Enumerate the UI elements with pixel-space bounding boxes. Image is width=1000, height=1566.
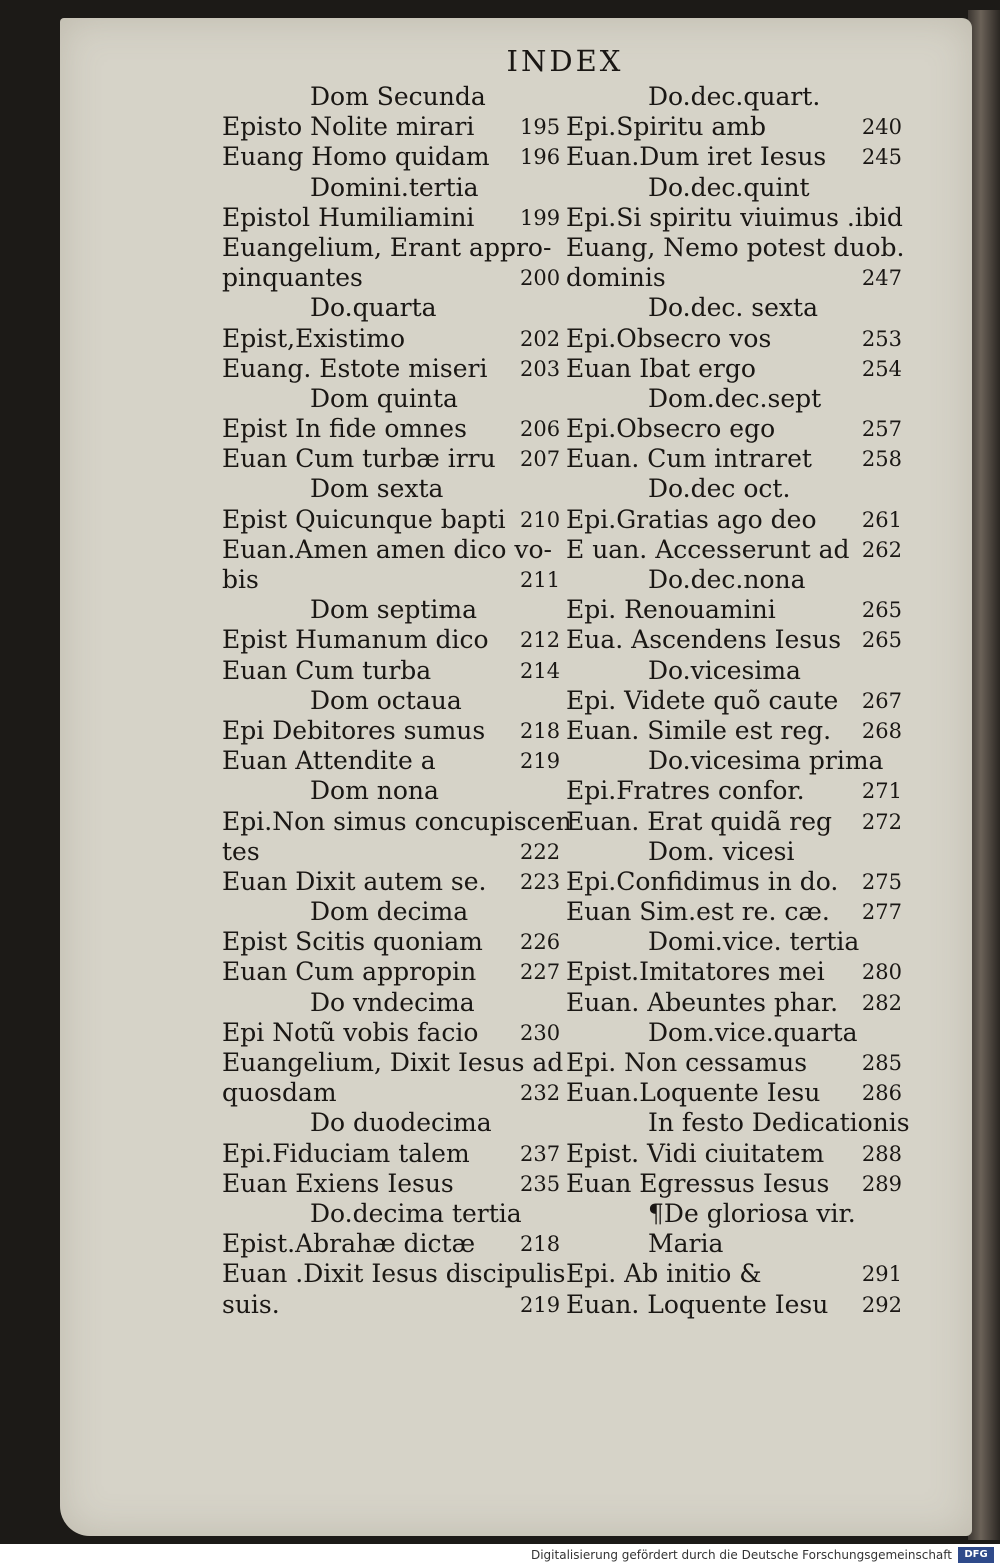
entry-heading: Domi.vice. tertia	[648, 927, 860, 957]
entry-text: Epi.Spiritu amb	[566, 112, 766, 142]
entry-text: Euan. Erat quidã reg	[566, 806, 833, 836]
entry-text: Euan Sim.est re. cæ.	[566, 897, 830, 927]
index-entry	[222, 1078, 564, 1108]
index-entry	[516, 1290, 902, 1320]
index-entry	[222, 776, 564, 806]
index-entry	[516, 232, 905, 263]
entry-heading: Dom decima	[310, 897, 469, 927]
index-entry	[222, 837, 564, 867]
entry-heading: Do vndecima	[310, 987, 475, 1017]
index-entry	[222, 505, 564, 535]
entry-page-number: 280	[861, 960, 902, 985]
entry-heading: Domini.tertia	[310, 172, 479, 202]
index-entry	[516, 716, 902, 746]
index-entry	[222, 1169, 564, 1199]
entry-page-number: 226	[520, 930, 561, 955]
index-entry	[222, 1229, 564, 1259]
index-entry	[516, 414, 902, 444]
index-entry	[516, 957, 902, 987]
index-entry	[516, 505, 902, 535]
entry-text: Epi.Gratias ago deo	[566, 504, 817, 534]
index-entry	[222, 384, 564, 414]
index-entry	[222, 233, 564, 263]
entry-heading: Dom.vice.quarta	[648, 1017, 858, 1047]
entry-text: Epist Humanum dico	[222, 625, 489, 655]
entry-page-number: 206	[520, 417, 561, 442]
entry-text: Euan.Dum iret Iesus	[566, 142, 827, 172]
entry-text: Epist.Imitatores mei	[566, 957, 825, 987]
entry-page-number: 230	[520, 1020, 561, 1045]
entry-page-number: 219	[520, 749, 561, 774]
index-entry	[516, 988, 902, 1018]
index-entry	[222, 746, 564, 776]
entry-heading: Do.vicesima	[648, 655, 801, 685]
entry-page-number: 245	[861, 145, 902, 170]
entry-text: Epi.Confidimus in do.	[566, 866, 839, 896]
index-entry	[222, 927, 564, 957]
index-entry	[222, 414, 564, 444]
entry-heading: Do duodecima	[310, 1108, 492, 1138]
index-entry	[222, 625, 564, 655]
index-entry	[222, 293, 564, 323]
entry-page-number: 265	[861, 628, 902, 653]
entry-text: Epi.Obsecro vos	[566, 323, 772, 353]
entry-heading: Dom sexta	[310, 474, 444, 504]
dfg-logo: DFG	[958, 1547, 994, 1563]
entry-heading: Do.dec.quint	[648, 172, 810, 202]
entry-heading: Do.dec.quart.	[648, 82, 821, 111]
entry-page-number: 237	[520, 1141, 561, 1166]
entry-text: Epi Debitores sumus	[222, 715, 486, 745]
index-entry	[222, 1290, 564, 1320]
entry-page-number: 254	[861, 356, 902, 381]
entry-page-number: 218	[520, 718, 561, 743]
index-entry	[516, 1139, 902, 1169]
entry-heading: In festo Dedicationis	[648, 1108, 910, 1138]
index-entry	[516, 1048, 902, 1078]
entry-text: Euang. Estote miseri	[222, 353, 488, 383]
entry-text: Epist,Existimo	[222, 323, 406, 353]
entry-text: Euan Attendite a	[222, 746, 436, 776]
entry-page-number: 219	[520, 1292, 561, 1317]
index-entry	[516, 807, 902, 837]
entry-page-number: 292	[861, 1292, 902, 1317]
entry-page-number: 203	[520, 356, 561, 381]
index-entry	[516, 746, 902, 776]
entry-text: Euan Cum appropin	[222, 957, 477, 987]
entry-page-number: 195	[520, 115, 561, 140]
entry-text: bis	[222, 565, 259, 594]
entry-heading: Maria	[648, 1229, 724, 1259]
index-entry	[222, 656, 564, 686]
index-entry	[516, 324, 902, 354]
index-entry	[222, 1259, 564, 1289]
entry-heading: Do.dec.nona	[648, 565, 806, 594]
index-entry	[516, 1078, 902, 1108]
index-entry	[516, 1018, 902, 1048]
entry-heading: Dom quinta	[310, 383, 458, 413]
index-entry	[222, 263, 564, 293]
index-entry	[516, 776, 902, 806]
index-entry	[222, 535, 564, 565]
index-entry	[222, 897, 564, 927]
entry-text: Euan. Loquente Iesu	[566, 1289, 829, 1319]
entry-text: Euan .Dixit Iesus discipulis	[222, 1259, 566, 1289]
entry-heading: Do.quarta	[310, 293, 437, 323]
entry-heading: Dom octaua	[310, 685, 462, 715]
entry-page-number: 210	[520, 507, 561, 532]
index-entry	[516, 595, 902, 625]
index-entry	[222, 142, 564, 172]
entry-page-number: 271	[861, 779, 902, 804]
book-edge	[968, 10, 1000, 1540]
entry-text: Euan Exiens Iesus	[222, 1168, 454, 1198]
entry-page-number: 267	[861, 688, 902, 713]
entry-page-number: 247	[861, 266, 902, 291]
entry-page-number: 196	[520, 145, 561, 170]
entry-text: Eua. Ascendens Iesus	[566, 625, 842, 655]
entry-text: Epist Scitis quoniam	[222, 927, 483, 957]
index-entry	[222, 112, 564, 142]
entry-text: Episto Nolite mirari	[222, 112, 475, 142]
entry-text: Euan Dixit autem se.	[222, 866, 487, 896]
index-entry	[222, 203, 564, 233]
index-entry	[222, 1048, 564, 1078]
entry-text: Epi.Fiduciam talem	[222, 1138, 470, 1168]
index-entry	[516, 927, 902, 957]
entry-text: quosdam	[222, 1078, 337, 1108]
index-entry	[222, 806, 572, 837]
entry-heading: Do.dec. sexta	[648, 293, 818, 323]
entry-text: Euan. Cum intraret	[566, 444, 812, 474]
index-entry	[516, 535, 902, 565]
index-entry	[516, 1108, 910, 1138]
index-entry	[222, 988, 564, 1018]
entry-page-number: 272	[861, 809, 902, 834]
index-entry	[516, 354, 902, 384]
entry-text: Euang Homo quidam	[222, 142, 490, 172]
index-entry	[222, 957, 564, 987]
index-entry	[516, 474, 902, 504]
entry-page-number: 202	[520, 326, 561, 351]
entry-text: Epist.Abrahæ dictæ	[222, 1229, 476, 1259]
entry-text: Epi. Ab initio &	[566, 1259, 762, 1289]
index-entry	[516, 686, 902, 716]
index-entry	[516, 1199, 902, 1229]
entry-page-number: 214	[520, 658, 561, 683]
entry-text: Epi.Obsecro ego	[566, 414, 776, 444]
entry-text: Epist Quicunque bapti	[222, 504, 506, 534]
entry-text: E uan. Accesserunt ad	[566, 534, 850, 564]
entry-page-number: 222	[520, 839, 561, 864]
entry-page-number: 262	[861, 537, 902, 562]
index-column-right	[516, 82, 910, 1320]
entry-page-number: 235	[520, 1171, 561, 1196]
entry-page-number: 285	[861, 1051, 902, 1075]
entry-page-number: 288	[861, 1141, 902, 1166]
entry-page-number: 289	[861, 1171, 902, 1196]
entry-text: Epist. Vidi ciuitatem	[566, 1138, 825, 1168]
index-entry	[222, 173, 564, 203]
entry-text: tes	[222, 836, 260, 866]
entry-page-number: 277	[861, 900, 902, 925]
entry-page-number: 275	[861, 869, 902, 894]
entry-heading: Dom Secunda	[310, 82, 486, 111]
entry-page-number: 199	[520, 205, 561, 230]
entry-heading: Do.vicesima prima	[648, 746, 884, 776]
entry-page-number: 232	[520, 1081, 561, 1106]
index-entry	[222, 324, 564, 354]
index-entry	[516, 1229, 902, 1259]
entry-text: Euan Ibat ergo	[566, 353, 756, 383]
entry-text: Epi. Videte quõ caute	[566, 685, 839, 715]
footer-credit: Digitalisierung gefördert durch die Deutsche Forschungsgemeinschaft	[0, 1544, 1000, 1566]
entry-heading: ¶De gloriosa vir.	[648, 1198, 856, 1228]
entry-text: Epistol Humiliamini	[222, 202, 475, 232]
entry-text: Epi. Renouamini	[566, 595, 776, 625]
entry-text: Epist In fide omnes	[222, 414, 467, 444]
index-entry	[222, 716, 564, 746]
entry-text: Epi.Fratres confor.	[566, 776, 805, 806]
entry-text: Euan.Loquente Iesu	[566, 1078, 821, 1108]
entry-text: Epi.Non simus concupiscen	[222, 806, 572, 836]
index-entry	[516, 1259, 902, 1289]
entry-text: Euangelium, Erant appro-	[222, 232, 552, 262]
entry-heading: Dom septima	[310, 595, 478, 625]
entry-text: Epi. Non cessamus	[566, 1048, 808, 1077]
index-entry	[222, 1108, 564, 1138]
entry-page-number: 261	[861, 507, 902, 532]
index-entry	[516, 565, 902, 595]
entry-page-number: 227	[520, 960, 561, 985]
index-entry	[222, 595, 564, 625]
entry-heading: Do.decima tertia	[310, 1198, 522, 1228]
entry-text: Euan Egressus Iesus	[566, 1168, 830, 1198]
index-entry	[222, 354, 564, 384]
entry-page-number: 258	[861, 447, 902, 472]
entry-page-number: 282	[861, 990, 902, 1015]
entry-page-number: 200	[520, 266, 561, 291]
index-entry	[516, 142, 902, 172]
entry-page-number: 265	[861, 598, 902, 623]
index-entry	[222, 686, 564, 716]
entry-page-number: 268	[861, 718, 902, 743]
entry-heading: Dom. vicesi	[648, 836, 795, 866]
entry-text: Euan. Abeuntes phar.	[566, 987, 839, 1017]
index-entry	[516, 263, 902, 293]
index-entry	[516, 384, 902, 414]
entry-page-number: 286	[861, 1081, 902, 1106]
entry-text: pinquantes	[222, 263, 363, 293]
index-entry	[516, 293, 902, 323]
entry-text: Euang, Nemo potest duob.	[566, 232, 905, 262]
index-entry	[516, 1169, 902, 1199]
index-entry	[516, 867, 902, 897]
index-entry	[516, 625, 902, 655]
entry-text: Epi.Si spiritu viuimus .ibid	[566, 202, 903, 232]
entry-page-number: 211	[520, 568, 561, 592]
index-entry	[516, 656, 902, 686]
index-entry	[222, 1018, 564, 1048]
entry-text: suis.	[222, 1289, 280, 1319]
entry-page-number: 257	[861, 417, 902, 442]
entry-heading: Dom nona	[310, 776, 439, 806]
entry-heading: Do.dec oct.	[648, 474, 791, 504]
index-entry	[516, 173, 902, 203]
entry-page-number: 240	[861, 115, 902, 140]
index-entry	[222, 565, 564, 595]
index-entry	[516, 444, 902, 474]
index-entry	[222, 444, 564, 474]
index-column-left	[222, 82, 572, 1320]
entry-text: Epi Notũ vobis facio	[222, 1017, 479, 1047]
entry-text: Euan.Amen amen dico vo-	[222, 534, 552, 564]
index-entry	[516, 837, 902, 867]
entry-text: Euan. Simile est reg.	[566, 715, 832, 745]
entry-heading: Dom.dec.sept	[648, 383, 822, 413]
index-entry	[222, 82, 564, 112]
entry-page-number: 291	[861, 1262, 902, 1287]
entry-page-number: 223	[520, 869, 561, 894]
entry-page-number: 212	[520, 628, 561, 653]
entry-text: dominis	[566, 263, 666, 293]
entry-text: Euan Cum turbæ irru	[222, 444, 496, 474]
index-entry	[222, 474, 564, 504]
entry-page-number: 253	[861, 326, 902, 351]
index-entry	[516, 112, 902, 142]
index-entry	[516, 203, 902, 233]
index-entry	[516, 897, 902, 927]
index-entry	[516, 82, 902, 112]
entry-page-number: 207	[520, 447, 561, 472]
index-entry	[222, 1199, 564, 1229]
entry-text: Euangelium, Dixit Iesus ad	[222, 1048, 564, 1077]
index-entry	[222, 867, 564, 897]
page-title: INDEX	[506, 44, 624, 78]
entry-page-number: 218	[520, 1232, 561, 1257]
entry-text: Euan Cum turba	[222, 655, 432, 685]
index-entry	[222, 1139, 564, 1169]
